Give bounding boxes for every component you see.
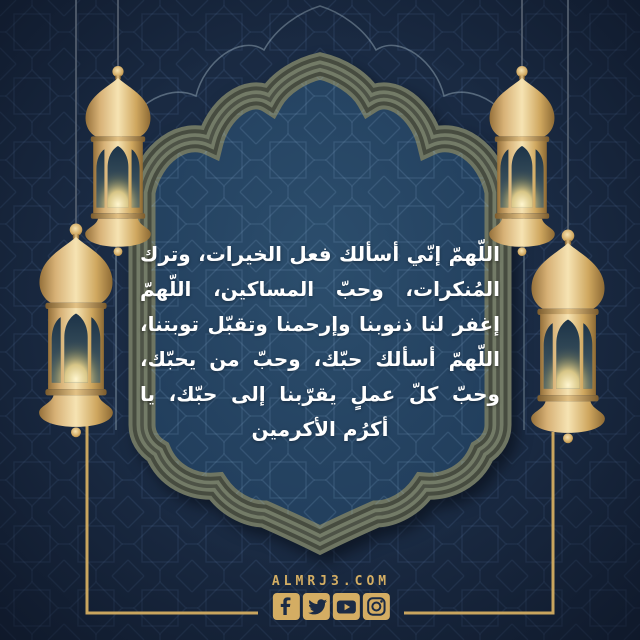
prayer-line: أكرُم الأكرمين — [251, 417, 389, 441]
prayer-line: وحبّ كلّ عملٍ يقرّبنا إلى حبّك، يا — [140, 382, 500, 406]
prayer-line: اللّهمّ إنّي أسألك فعل الخيرات، وترك — [140, 242, 500, 266]
prayer-line: إغفر لنا ذنوبنا وإرحمنا وتقبّل توبتنا، — [140, 312, 500, 336]
prayer-line: اللّهمّ أسألك حبّك، وحبّ من يحبّك، — [140, 347, 500, 371]
prayer-line: المُنكرات، وحبّ المساكين، اللّهمّ — [140, 277, 500, 301]
instagram-icon[interactable] — [363, 593, 390, 620]
social-icons-row — [273, 593, 390, 620]
facebook-icon[interactable] — [273, 593, 300, 620]
site-name: ALMRJ3.COM — [271, 574, 391, 589]
twitter-icon[interactable] — [303, 593, 330, 620]
prayer-text — [140, 237, 500, 447]
youtube-icon[interactable] — [333, 593, 360, 620]
footer — [272, 574, 390, 620]
